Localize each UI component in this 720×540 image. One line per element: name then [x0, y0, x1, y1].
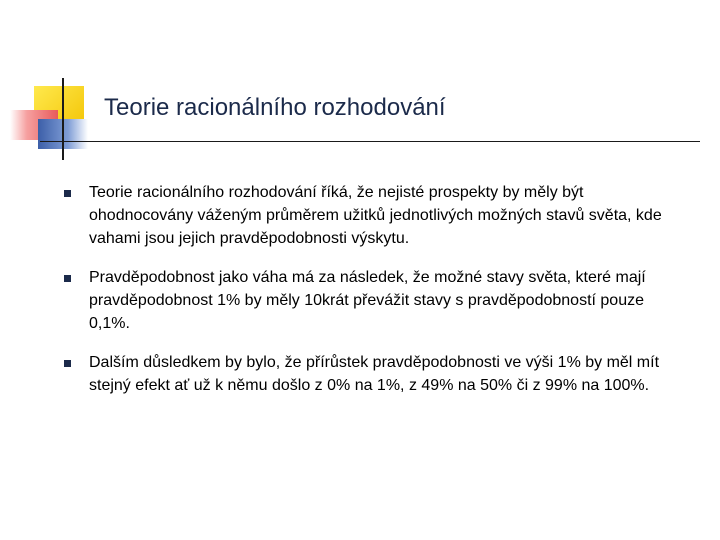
logo-vertical-line [62, 78, 64, 160]
paragraph-text: Dalším důsledkem by bylo, že přírůstek pravděpodobnosti ve výši 1% by měl mít stejný efekt ať už k němu došlo z 0% na 1%, z 49% na 50% či z 99% na 100%. [89, 354, 660, 394]
square-bullet-icon [64, 360, 71, 367]
paragraph-text: Pravděpodobnost jako váha má za následek, že možné stavy světa, které mají pravděpodobnost 1% by měly 10krát převážit stavy s pravděpodobností pouze 0,1%. [89, 269, 646, 332]
page-title: Teorie racionálního rozhodování [104, 94, 446, 121]
bullet-paragraph [64, 266, 684, 335]
bullet-paragraph [64, 351, 684, 397]
paragraph-text: Teorie racionálního rozhodování říká, že nejisté prospekty by měly být ohodnocovány váženým průměrem užitků jednotlivých možných stavů světa, kde vahami jsou jejich pravděpodobnosti výskytu. [89, 184, 662, 247]
bullet-paragraph [64, 181, 684, 250]
square-bullet-icon [64, 190, 71, 197]
title-underline [40, 141, 700, 142]
square-bullet-icon [64, 275, 71, 282]
content-body [64, 181, 684, 413]
